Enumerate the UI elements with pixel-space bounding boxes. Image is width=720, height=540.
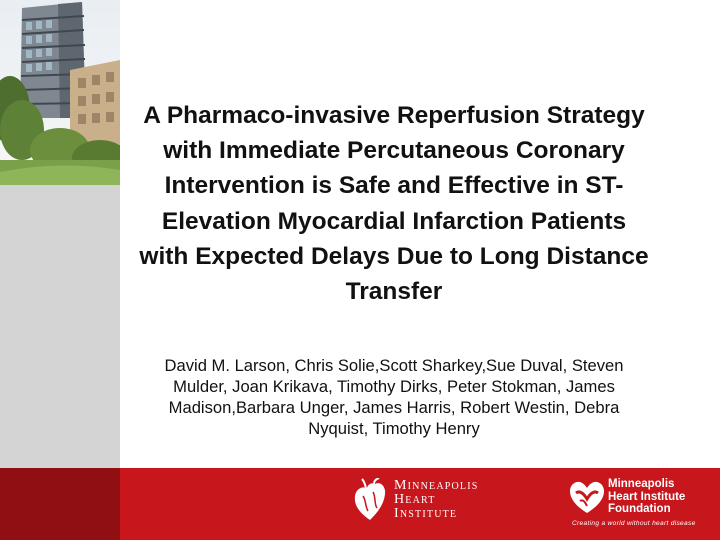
heart-ribbon-icon: [568, 479, 606, 517]
anatomical-heart-icon: [352, 478, 388, 522]
mhi-line-3: Institute: [394, 506, 458, 521]
mhif-line-3: Foundation: [608, 503, 671, 515]
mhi-line-2: Heart: [394, 492, 436, 507]
mhi-line-1: Minneapolis: [394, 478, 479, 493]
building-photo: [0, 0, 120, 185]
mhif-line-2: Heart Institute: [608, 490, 686, 503]
minneapolis-heart-institute-logo: [352, 478, 512, 522]
mhif-line-1: Minneapolis: [608, 478, 675, 490]
left-sidebar-panel: [0, 185, 120, 468]
footer-dark-block: [0, 468, 120, 540]
slide-title: A Pharmaco-invasive Reperfusion Strategy with Immediate Percutaneous Coronary Intervention is Safe and Effective in ST-Elevation Myocardial Infarction Patients with Expected Delays Due to Long Distance Transfer: [139, 102, 649, 306]
author-list: David M. Larson, Chris Solie,Scott Sharkey,Sue Duval, Steven Mulder, Joan Krikava, Timothy Dirks, Peter Stokman, James Madison,Barbara Unger, James Harris, Robert Westin, Debra Nyquist, Timothy Henry: [164, 356, 624, 438]
minneapolis-heart-institute-foundation-logo: [568, 476, 713, 530]
mhif-tagline: Creating a world without heart disease: [572, 520, 696, 527]
